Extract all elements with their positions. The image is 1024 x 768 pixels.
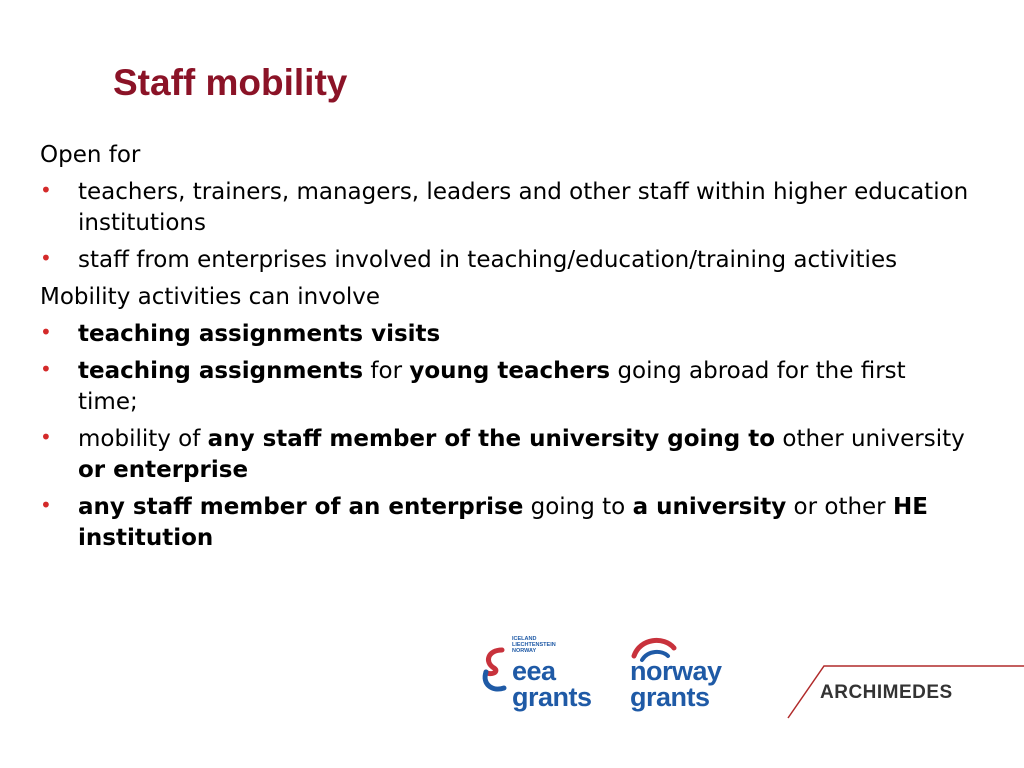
bullet-dot-icon: • xyxy=(40,493,52,517)
list-item-bold-text: any staff member of an enterprise xyxy=(78,494,524,520)
bullet-dot-icon: • xyxy=(40,425,52,449)
list-item-bold-text: young teachers xyxy=(409,358,611,384)
section-heading-open-for: Open for xyxy=(40,142,141,168)
eea-grants-logo-icon xyxy=(480,642,510,702)
eea-grants-wordmark: eea grants xyxy=(512,656,592,712)
list-item-text: mobility of xyxy=(78,426,208,452)
eea-grants-logo xyxy=(480,632,610,732)
section-heading-mobility-activities: Mobility activities can involve xyxy=(40,284,381,310)
bullet-dot-icon: • xyxy=(40,320,52,344)
norway-grants-logo xyxy=(628,632,758,732)
list-item-bold-text: HE institution xyxy=(78,494,928,551)
list-item xyxy=(40,319,970,350)
eea-countries-text: ICELAND LIECHTENSTEIN NORWAY xyxy=(512,636,556,654)
list-item-bold-text: any staff member of the university going to xyxy=(207,426,776,452)
list-item-bold-text: teaching assignments xyxy=(78,358,364,384)
list-item xyxy=(40,424,970,486)
bullet-dot-icon: • xyxy=(40,246,52,270)
mobility-activities-list xyxy=(40,319,970,554)
page-title: Staff mobility xyxy=(113,62,348,103)
list-item-text: other university xyxy=(775,426,965,452)
list-item xyxy=(40,492,970,554)
list-item-text: or other xyxy=(786,494,893,520)
list-item-bold-text: teaching assignments visits xyxy=(78,321,441,347)
list-item xyxy=(40,245,970,276)
footer-logos xyxy=(0,620,1024,768)
slide-content xyxy=(40,140,970,560)
bullet-dot-icon: • xyxy=(40,178,52,202)
list-item-bold-text: a university xyxy=(632,494,787,520)
norway-grants-wordmark: norway grants xyxy=(630,656,722,712)
list-item-text: teachers, trainers, managers, leaders and other staff within higher education institutions xyxy=(78,179,969,236)
list-item xyxy=(40,177,970,239)
open-for-list xyxy=(40,177,970,276)
list-item xyxy=(40,356,970,418)
archimedes-logo: ARCHIMEDES xyxy=(820,682,953,703)
bullet-dot-icon: • xyxy=(40,357,52,381)
list-item-text: staff from enterprises involved in teaching/education/training activities xyxy=(78,247,898,273)
list-item-text: going to xyxy=(523,494,633,520)
list-item-text: for xyxy=(363,358,410,384)
list-item-bold-text: or enterprise xyxy=(78,457,249,483)
list-item-text: going abroad for the first time; xyxy=(78,358,906,415)
